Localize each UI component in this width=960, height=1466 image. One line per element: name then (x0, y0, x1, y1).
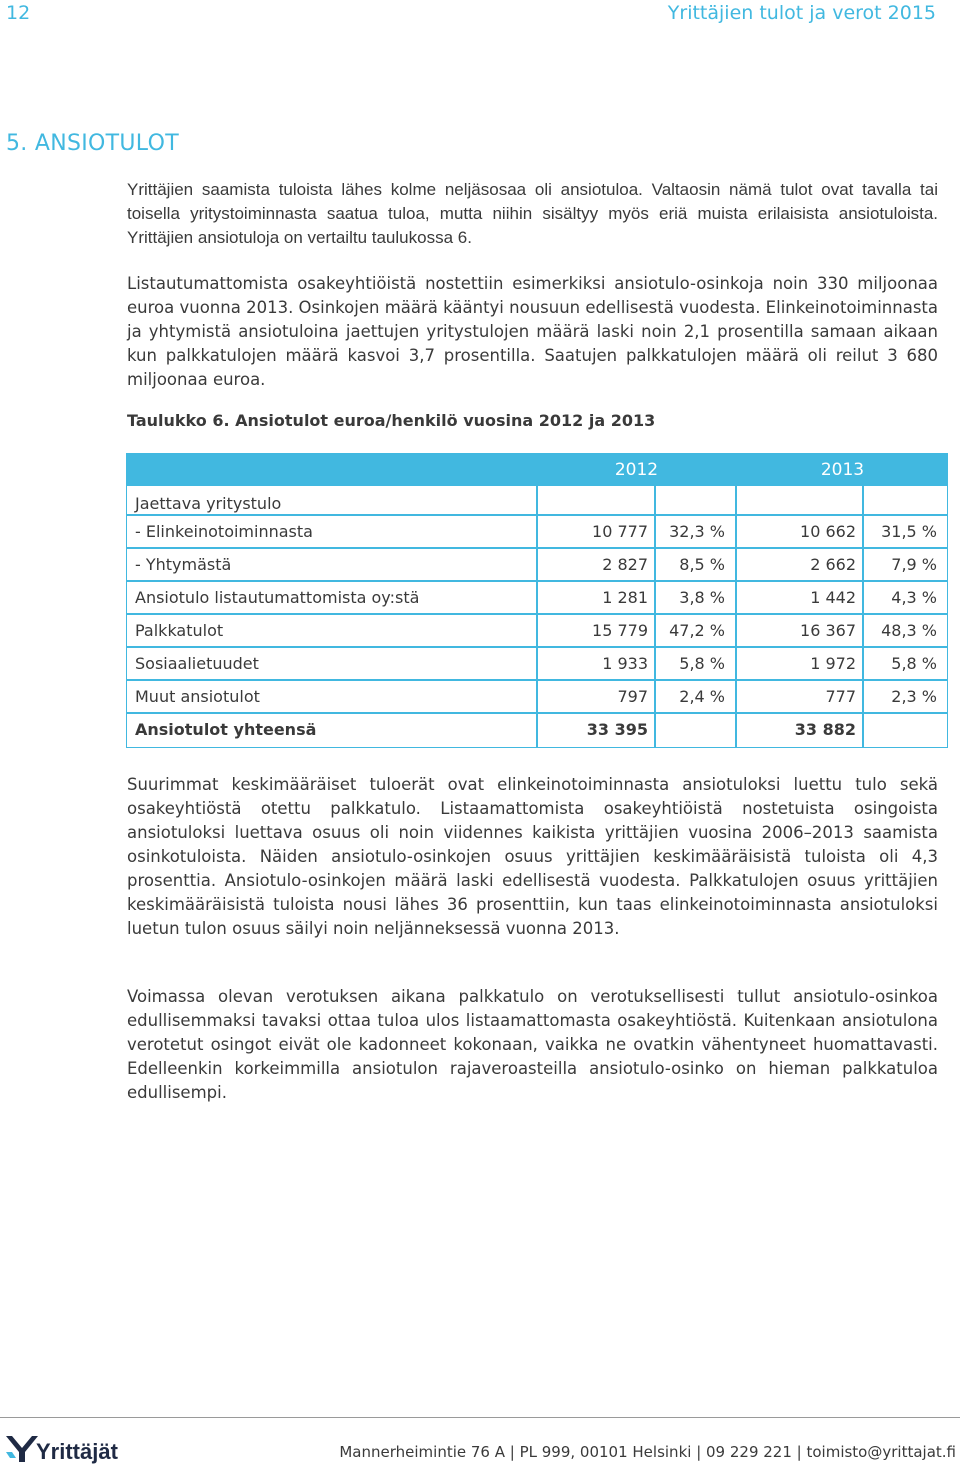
table-cell-p2012: 32,3 % (669, 522, 725, 541)
table-cell-v2013: 2 662 (810, 555, 856, 574)
table-cell-p2012: 5,8 % (679, 654, 725, 673)
page-number: 12 (6, 2, 31, 24)
paragraph-intro: Yrittäjien saamista tuloista lähes kolme neljäsosaa oli ansiotuloa. Valtaosin nämä tulot ovat tavalla tai toisella yritystoiminnasta saatua tuloa, mutta niihin sisältyy myös eriä muista erilaisista ansiotuloista. Yrittäjien ansiotuloja on vertailtu taulukossa 6. (127, 180, 938, 247)
table-cell-v2013: 16 367 (800, 621, 856, 640)
table-cell-v2013: 1 442 (810, 588, 856, 607)
paragraph-largest-items: Suurimmat keskimääräiset tuloerät ovat elinkeinotoiminnasta ansiotuloksi luettu tulo sekä osakeyhtiöstä otettu palkkatulo. Listaamattomista osakeyhtiöistä nostetuista osingoista ansiotuloksi luettava osuus oli noin viidennes kaikista yrittäjien vuosina 2006–2013 saamista osinkotuloista. Näiden ansiotulo-osinkojen osuus yrittäjien keskimääräisistä tuloista oli 4,3 prosenttia. Ansiotulo-osinkojen määrä laski edellisestä vuodesta. Palkkatulojen osuus yrittäjien keskimääräisistä tuloista nousi lähes 36 prosenttiin, kun taas elinkeinotoiminnasta ansiotuloksi luetun tulon osuus säilyi noin neljänneksessä vuonna 2013. (127, 775, 938, 938)
table-cell-v2013: 1 972 (810, 654, 856, 673)
column-divider (536, 454, 538, 747)
table-cell-v2012: 1 933 (602, 654, 648, 673)
table-cell-v2012: 2 827 (602, 555, 648, 574)
table-cell-p2012: 8,5 % (679, 555, 725, 574)
table-cell-p2012: 3,8 % (679, 588, 725, 607)
table-row-label: Muut ansiotulot (135, 687, 260, 706)
logo-wordmark: Yrittäjät (36, 1439, 118, 1464)
table-row-label: Ansiotulot yhteensä (135, 720, 317, 739)
table-cell-p2013: 48,3 % (881, 621, 937, 640)
row-divider (127, 547, 947, 549)
row-divider (127, 514, 947, 516)
table-cell-v2012: 10 777 (592, 522, 648, 541)
paragraph-taxation: Voimassa olevan verotuksen aikana palkkatulo on verotuksellisesti tullut ansiotulo-osinkoa edullisemmaksi tavaksi ottaa tuloa ulos listaamattomasta osakeyhtiöstä. Kuitenkaan ansiotulona verotetut osingot eivät ole kadonneet kokonaan, vaikka ne ovatkin vähentyneet huomattavasti. Edelleenkin korkeimmilla ansiotulon rajaveroasteilla ansiotulo-osinko on hieman palkkatuloa edullisempi. (127, 987, 938, 1102)
yrittajat-logo (6, 1430, 130, 1464)
chapter-title: 5. ANSIOTULOT (6, 131, 179, 156)
table-caption-text: Ansiotulot euroa/henkilö vuosina 2012 ja 2013 (235, 411, 656, 430)
table-cell-p2012: 2,4 % (679, 687, 725, 706)
column-divider (735, 454, 737, 747)
table-cell-v2013: 33 882 (794, 720, 856, 739)
table-cell-v2013: 10 662 (800, 522, 856, 541)
footer-contact: Mannerheimintie 76 A | PL 999, 00101 Helsinki | 09 229 221 | toimisto@yrittajat.fi (339, 1443, 956, 1461)
row-divider (127, 679, 947, 681)
paragraph-dividends: Listautumattomista osakeyhtiöistä nostettiin esimerkiksi ansiotulo-osinkoja noin 330 miljoonaa euroa vuonna 2013. Osinkojen määrä kääntyi nousuun edellisestä vuodesta. Elinkeinotoiminnasta ja yhtymistä ansiotuloina jaettujen yritystulojen määrä laski noin 2,1 prosentilla samaan aikaan kun palkkatulojen määrä kasvoi 3,7 prosentilla. Saatujen palkkatulojen määrä oli reilut 3 680 miljoonaa euroa. (127, 274, 938, 389)
table-cell-p2013: 2,3 % (891, 687, 937, 706)
row-divider (127, 712, 947, 714)
table-cell-p2013: 31,5 % (881, 522, 937, 541)
column-divider (654, 486, 656, 747)
income-table (126, 453, 948, 748)
table-row-label: Palkkatulot (135, 621, 224, 640)
year-header-2013: 2013 (820, 460, 865, 480)
row-divider (127, 646, 947, 648)
table-head-label: Jaettava yritystulo (135, 494, 282, 513)
table-row-label: - Elinkeinotoiminnasta (135, 522, 313, 541)
row-divider (127, 580, 947, 582)
row-divider (127, 613, 947, 615)
footer-divider (0, 1417, 960, 1418)
year-header-2012: 2012 (614, 460, 659, 480)
table-row-label: Sosiaalietuudet (135, 654, 259, 673)
table-cell-v2013: 777 (825, 687, 856, 706)
table-caption-number: Taulukko 6. (127, 411, 230, 430)
table-cell-p2013: 4,3 % (891, 588, 937, 607)
table-cell-v2012: 15 779 (592, 621, 648, 640)
table-cell-v2012: 33 395 (586, 720, 648, 739)
table-cell-p2013: 5,8 % (891, 654, 937, 673)
table-cell-v2012: 1 281 (602, 588, 648, 607)
table-caption (127, 411, 655, 430)
table-cell-p2013: 7,9 % (891, 555, 937, 574)
table-cell-v2012: 797 (617, 687, 648, 706)
table-row-label: Ansiotulo listautumattomista oy:stä (135, 588, 420, 607)
column-divider (862, 486, 864, 747)
table-cell-p2012: 47,2 % (669, 621, 725, 640)
table-row-label: - Yhtymästä (135, 555, 232, 574)
running-header-title: Yrittäjien tulot ja verot 2015 (667, 2, 936, 24)
